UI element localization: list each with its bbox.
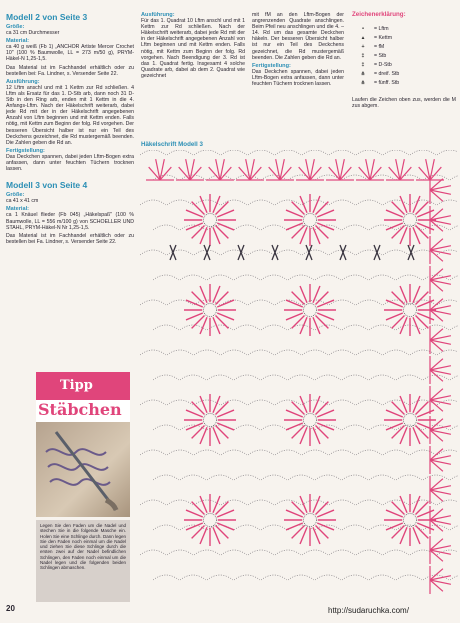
legend-symbol-icon: • bbox=[362, 25, 364, 32]
chain-arc bbox=[288, 375, 314, 380]
chain-arc bbox=[248, 300, 274, 305]
chain-arc bbox=[275, 150, 301, 155]
chain-arc bbox=[221, 350, 247, 355]
chain-arc bbox=[194, 350, 220, 355]
chain-arc bbox=[207, 325, 233, 330]
chain-arc bbox=[383, 350, 409, 355]
chain-arc bbox=[261, 525, 287, 530]
legend-note: Laufen die Zeichen oben zus, werden die M zus abgem. bbox=[352, 97, 456, 110]
legend-item bbox=[352, 24, 456, 33]
chain-arc bbox=[275, 350, 301, 355]
chain-arc bbox=[450, 575, 458, 580]
chain-arc bbox=[396, 575, 422, 580]
tipp-label: Tipp bbox=[60, 378, 93, 393]
legend-item bbox=[352, 69, 456, 78]
motif-ring bbox=[304, 514, 317, 527]
ausfuehrung3-cont-text: mit fM an den Lftm-Bogen der angrenzenden Quadrate anschlingen. Beim Pfeil neu anschlingen und die 4. – 14. Rd um das gesamte Deckchen häkeln. Der besseren Übersicht halber ist nur ein Teil des Deckchens gezeichnet, die Rd mustergemäß beenden. Die Zahlen geben die Rd an. bbox=[252, 12, 344, 61]
chain-arc bbox=[275, 450, 301, 455]
chain-arc bbox=[234, 375, 260, 380]
crochet-hook-photo bbox=[36, 422, 130, 517]
chain-arc bbox=[410, 500, 436, 505]
chain-arc bbox=[153, 525, 179, 530]
chain-arc bbox=[329, 350, 355, 355]
motif-ring bbox=[404, 514, 417, 527]
chain-arc bbox=[437, 350, 458, 355]
chain-arc bbox=[248, 200, 274, 205]
chain-arc bbox=[140, 150, 166, 155]
chain-arc bbox=[288, 275, 314, 280]
diagram-title: Häkelschrift Modell 3 bbox=[141, 141, 203, 148]
chain-arc bbox=[261, 225, 287, 230]
chain-arc bbox=[302, 250, 328, 255]
chain-arc bbox=[248, 500, 274, 505]
material3-text: ca 1 Knäuel flieder (Fb 045) „Häkelspaß" (100 % Baumwolle, LL = 556 m/100 g) von SCHOELLER UND STAHL, PRYM-Häkel-N Nr 1,25-1,5. bbox=[6, 212, 134, 231]
chain-arc bbox=[450, 175, 458, 180]
chain-arc bbox=[275, 200, 301, 205]
chain-arc bbox=[153, 275, 179, 280]
chain-arc bbox=[167, 250, 193, 255]
legend-label: = fünff. Stb bbox=[374, 79, 400, 86]
chain-arc bbox=[302, 400, 328, 405]
groesse-value: ca 31 cm Durchmesser bbox=[6, 30, 60, 37]
ausfuehrung3-text: Für das 1. Quadrat 10 Lftm anschl und mit 1 Kettm zur Rd schließen. Nach der Häkelschrift weiterarb, dabei jede Rd mit der in der Häkelschrift angegebenen Anzahl von Lftm beginnen und mit Kettm enden. Falls nötig, mit Kettm zum Beginn der folg. Rd vorgehen. Nach Beendigung der 3. Rd ist das 1. Quadrat fertig. Insgesamt 4 solche Quadrate arb, dabei ab dem 2. Quadrat wie gezeichnet bbox=[141, 18, 245, 79]
chain-arc bbox=[329, 450, 355, 455]
motif-ring bbox=[204, 304, 217, 317]
chain-arc bbox=[410, 450, 436, 455]
chain-arc bbox=[383, 250, 409, 255]
chain-arc bbox=[140, 450, 166, 455]
ausfuehrung-label: Ausführung: bbox=[6, 78, 40, 85]
fertig3-text: Das Deckchen spannen, dabei jeden Lftm-Bogen extra anfassen, dann unter feuchten Tüchern trocknen lassen. bbox=[252, 68, 344, 88]
legend-symbol-icon: + bbox=[361, 43, 365, 50]
text-column-model3-cont bbox=[252, 12, 344, 89]
legend-label: = D-Stb bbox=[374, 61, 392, 68]
symbol-legend bbox=[352, 12, 456, 109]
motif-ring bbox=[404, 214, 417, 227]
chain-arc bbox=[140, 200, 166, 205]
chain-arc bbox=[167, 350, 193, 355]
chain-arc bbox=[450, 375, 458, 380]
legend-item bbox=[352, 42, 456, 51]
chain-arc bbox=[261, 325, 287, 330]
groesse3-label: Größe: bbox=[6, 192, 25, 199]
chain-arc bbox=[383, 450, 409, 455]
chain-arc bbox=[180, 575, 206, 580]
chain-arc bbox=[261, 425, 287, 430]
legend-label: = dreif. Stb bbox=[374, 70, 400, 77]
chain-arc bbox=[302, 550, 328, 555]
chain-arc bbox=[153, 475, 179, 480]
chain-arc bbox=[356, 200, 382, 205]
chain-arc bbox=[288, 575, 314, 580]
chain-arc bbox=[167, 550, 193, 555]
text-column-model2 bbox=[6, 12, 134, 247]
chain-arc bbox=[450, 525, 458, 530]
chain-arc bbox=[140, 300, 166, 305]
chain-arc bbox=[423, 475, 449, 480]
chain-arc bbox=[248, 400, 274, 405]
chain-arc bbox=[153, 425, 179, 430]
chain-arc bbox=[302, 150, 328, 155]
chain-arc bbox=[356, 350, 382, 355]
chain-arc bbox=[329, 150, 355, 155]
chain-arc bbox=[315, 575, 341, 580]
chain-arc bbox=[180, 275, 206, 280]
chain-arc bbox=[234, 525, 260, 530]
chain-arc bbox=[221, 450, 247, 455]
fertig3-label: Fertigstellung: bbox=[252, 62, 291, 69]
chain-arc bbox=[180, 375, 206, 380]
chain-arc bbox=[450, 225, 458, 230]
chain-arc bbox=[234, 275, 260, 280]
motif-ring bbox=[204, 214, 217, 227]
chain-arc bbox=[383, 400, 409, 405]
chain-arc bbox=[342, 225, 368, 230]
fertig-text: Das Deckchen spannen, dabei jeden Lftm-Bogen extra anfassen, dann unter feuchten Tüchern trocknen lassen. bbox=[6, 153, 134, 173]
legend-label: = Stb bbox=[374, 52, 387, 59]
model2-title: Modell 2 von Seite 3 bbox=[6, 12, 88, 22]
chain-arc bbox=[167, 450, 193, 455]
chain-arc bbox=[356, 400, 382, 405]
chain-arc bbox=[234, 475, 260, 480]
motif-ring bbox=[204, 414, 217, 427]
legend-rows bbox=[352, 24, 456, 87]
chain-arc bbox=[396, 375, 422, 380]
chain-arc bbox=[275, 500, 301, 505]
chain-arc bbox=[275, 250, 301, 255]
chain-arc bbox=[342, 525, 368, 530]
chain-arc bbox=[356, 150, 382, 155]
chain-arc bbox=[329, 200, 355, 205]
chain-arc bbox=[248, 450, 274, 455]
motif-ring bbox=[304, 304, 317, 317]
chain-arc bbox=[396, 275, 422, 280]
chain-arc bbox=[140, 400, 166, 405]
chain-arc bbox=[140, 550, 166, 555]
chain-arc bbox=[207, 475, 233, 480]
crochet-diagram bbox=[140, 150, 458, 598]
chain-arc bbox=[261, 375, 287, 380]
chain-arc bbox=[261, 575, 287, 580]
chain-arc bbox=[437, 150, 458, 155]
chain-arc bbox=[437, 500, 458, 505]
legend-label: = Lftm bbox=[374, 25, 389, 32]
chain-arc bbox=[383, 150, 409, 155]
chain-arc bbox=[369, 375, 395, 380]
chain-arc bbox=[410, 350, 436, 355]
legend-symbol-icon: ‡ bbox=[361, 61, 365, 68]
chain-arc bbox=[167, 500, 193, 505]
chain-arc bbox=[396, 475, 422, 480]
chain-arc bbox=[302, 200, 328, 205]
chain-arc bbox=[221, 250, 247, 255]
motif-ring bbox=[204, 514, 217, 527]
chain-arc bbox=[342, 575, 368, 580]
chain-arc bbox=[207, 375, 233, 380]
model3-title: Modell 3 von Seite 4 bbox=[6, 180, 88, 191]
motif-ring bbox=[404, 414, 417, 427]
chain-arc bbox=[342, 475, 368, 480]
chain-arc bbox=[410, 200, 436, 205]
chain-arc bbox=[342, 175, 368, 180]
chain-arc bbox=[383, 550, 409, 555]
ausfuehrung3-label: Ausführung: bbox=[141, 12, 175, 18]
groesse-label: Größe: bbox=[6, 24, 25, 30]
legend-symbol-icon: ⋔ bbox=[360, 70, 366, 77]
chain-arc bbox=[342, 425, 368, 430]
legend-label: = Kettm bbox=[374, 34, 393, 41]
chain-arc bbox=[248, 350, 274, 355]
groesse3-value: ca 41 x 41 cm bbox=[6, 198, 39, 205]
chain-arc bbox=[275, 400, 301, 405]
material3-label: Material: bbox=[6, 206, 30, 213]
chain-arc bbox=[275, 550, 301, 555]
chain-arc bbox=[383, 500, 409, 505]
chain-arc bbox=[153, 225, 179, 230]
chain-arc bbox=[234, 575, 260, 580]
chain-arc bbox=[207, 575, 233, 580]
chain-arc bbox=[369, 575, 395, 580]
chain-arc bbox=[248, 150, 274, 155]
chain-arc bbox=[288, 475, 314, 480]
legend-item bbox=[352, 60, 456, 69]
chain-arc bbox=[140, 350, 166, 355]
chain-arc bbox=[167, 200, 193, 205]
chain-arc bbox=[369, 275, 395, 280]
chain-arc bbox=[410, 150, 436, 155]
chain-arc bbox=[369, 475, 395, 480]
chain-arc bbox=[315, 375, 341, 380]
staebchen-heading: Stäbchen bbox=[38, 400, 122, 419]
chain-arc bbox=[248, 250, 274, 255]
chain-arc bbox=[153, 325, 179, 330]
chain-arc bbox=[221, 550, 247, 555]
tipp-caption: Legen Sie den Faden um die Nadel und stechen Sie in die folgende Masche ein. Holen Sie eine Schlinge durch. Dann legen Sie den Faden noch einmal um die Nadel und ziehen Sie diese Schlinge durch die ersten zwei auf der Nadel befindlichen Schlingen, den Faden noch einmal um die Nadel legen und die folgenden beiden Schlingen abmaschen. bbox=[36, 520, 130, 602]
chain-arc bbox=[261, 475, 287, 480]
chain-arc bbox=[356, 300, 382, 305]
chain-arc bbox=[234, 225, 260, 230]
chain-arc bbox=[342, 325, 368, 330]
chain-arc bbox=[315, 275, 341, 280]
text-column-model3 bbox=[141, 12, 245, 81]
chain-arc bbox=[140, 500, 166, 505]
chain-arc bbox=[180, 475, 206, 480]
page-number: 20 bbox=[6, 604, 15, 613]
chain-arc bbox=[383, 200, 409, 205]
chain-arc bbox=[302, 350, 328, 355]
motif-ring bbox=[304, 414, 317, 427]
chain-arc bbox=[329, 400, 355, 405]
chain-arc bbox=[356, 550, 382, 555]
legend-title: Zeichenerklärung: bbox=[352, 11, 406, 18]
chain-arc bbox=[356, 450, 382, 455]
legend-item bbox=[352, 33, 456, 42]
bezug-text: Das Material ist im Fachhandel erhältlich oder zu bestellen bei: Fa. Lindner, s. Versender Seite 22. bbox=[6, 64, 134, 77]
chain-arc bbox=[234, 325, 260, 330]
chain-arc bbox=[450, 275, 458, 280]
motif-ring bbox=[404, 304, 417, 317]
motif-ring bbox=[304, 214, 317, 227]
chain-arc bbox=[369, 325, 395, 330]
chain-arc bbox=[234, 425, 260, 430]
chain-arc bbox=[302, 500, 328, 505]
bezug3-text: Das Material ist im Fachhandel erhältlich oder zu bestellen bei Fa. Lindner, s. Versender Seite 22. bbox=[6, 232, 134, 245]
material-text: ca 40 g weiß (Fb 1) „ANCHOR Artiste Mercer Crochet 10" (100 % Baumwolle, LL = 273 m/50 g), PRYM-Häkel-N 1,25-1,5. bbox=[6, 44, 134, 63]
chain-arc bbox=[221, 150, 247, 155]
chain-arc bbox=[450, 325, 458, 330]
chain-arc bbox=[261, 275, 287, 280]
legend-symbol-icon: ‡ bbox=[361, 52, 365, 59]
fertig-label: Fertigstellung: bbox=[6, 147, 45, 154]
chain-arc bbox=[342, 275, 368, 280]
ausfuehrung-text: 12 Lftm anschl und mit 1 Kettm zur Rd schließen. 4 Lftm als Ersatz für das 1. D-Stb arb, dann noch 31 D-Stb in den Ring arb, enden mit 1 Kettm in die 4. Anfangs-Lftm. Nach der Häkelschrift weiterarb, dabei jede Rd mit der in der Häkelschrift angegebenen Anzahl von Lftm beginnen und mit Kettm enden. Falls nötig, mit Kettm zum Beginn der folg. Rd vorgehen. Der besseren Übersicht halber ist nur ein Teil des Deckchens gezeichnet, die Rd mustergemäß beenden. Die Zahlen geben die Rd an. bbox=[6, 84, 134, 146]
chain-arc bbox=[356, 500, 382, 505]
chain-arc bbox=[329, 500, 355, 505]
material-label: Material: bbox=[6, 38, 30, 45]
legend-label: = fM bbox=[374, 43, 385, 50]
chain-arc bbox=[248, 550, 274, 555]
chain-arc bbox=[329, 550, 355, 555]
legend-symbol-icon: ▴ bbox=[361, 34, 365, 41]
chain-arc bbox=[140, 250, 166, 255]
source-url: http://sudaruchka.com/ bbox=[328, 606, 409, 615]
chain-arc bbox=[342, 375, 368, 380]
chain-arc bbox=[167, 400, 193, 405]
chain-arc bbox=[450, 425, 458, 430]
chain-arc bbox=[302, 450, 328, 455]
chain-arc bbox=[437, 200, 458, 205]
chain-arc bbox=[315, 475, 341, 480]
legend-item bbox=[352, 51, 456, 60]
legend-symbol-icon: ⋔ bbox=[360, 79, 366, 86]
chain-arc bbox=[450, 475, 458, 480]
chain-arc bbox=[153, 575, 179, 580]
chain-arc bbox=[194, 150, 220, 155]
chain-arc bbox=[194, 550, 220, 555]
chain-arc bbox=[153, 375, 179, 380]
chain-arc bbox=[207, 275, 233, 280]
chain-arc bbox=[194, 450, 220, 455]
legend-item bbox=[352, 78, 456, 87]
chain-arc bbox=[167, 150, 193, 155]
